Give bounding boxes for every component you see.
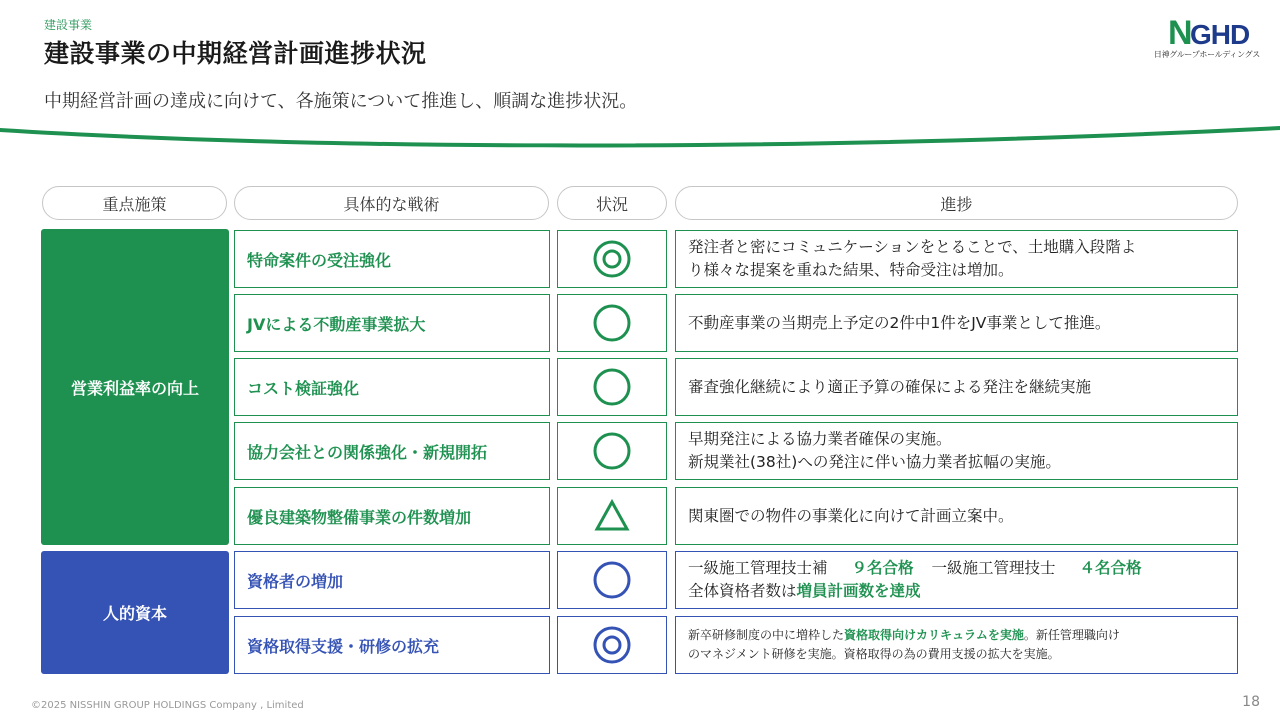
- double-circle-icon: [592, 625, 632, 665]
- tactic-cell: 資格者の増加: [234, 551, 550, 609]
- page-subtitle: 中期経営計画の達成に向けて、各施策について推進し、順調な進捗状況。: [44, 91, 638, 112]
- triangle-icon: [592, 496, 632, 536]
- progress-line: [688, 626, 1225, 645]
- highlight-text: ４名合格: [1079, 559, 1142, 577]
- status-cell: [557, 230, 667, 288]
- text-segment: 新卒研修制度の中に増枠した: [688, 628, 845, 642]
- section-category: 建設事業: [44, 18, 93, 32]
- progress-line: 早期発注による協力業者確保の実施。: [688, 430, 952, 448]
- tactic-cell: 優良建築物整備事業の件数増加: [234, 487, 550, 545]
- progress-cell: [675, 230, 1238, 288]
- progress-cell: [675, 358, 1238, 416]
- text-segment: 全体資格者数は: [688, 582, 797, 600]
- tactic-cell: 資格取得支援・研修の拡充: [234, 616, 550, 674]
- status-cell: [557, 294, 667, 352]
- header-divider-wave: [0, 118, 1280, 158]
- header-status: 状況: [557, 186, 667, 220]
- highlight-text: 資格取得向けカリキュラムを実施: [844, 628, 1024, 642]
- progress-line: のマネジメント研修を実施。資格取得の為の費用支援の拡大を実施。: [688, 647, 1060, 661]
- tactic-cell: 協力会社との関係強化・新規開拓: [234, 422, 550, 480]
- progress-cell: [675, 487, 1238, 545]
- circle-icon: [592, 431, 632, 471]
- progress-cell: [675, 551, 1238, 609]
- page-number: 18: [1242, 694, 1260, 710]
- header-tactic: 具体的な戦術: [234, 186, 549, 220]
- circle-icon: [592, 560, 632, 600]
- progress-line: り様々な提案を重ねた結果、特命受注は増加。: [688, 261, 1014, 279]
- svg-text:N: N: [1168, 14, 1190, 52]
- status-cell: [557, 616, 667, 674]
- group-human-capital: 人的資本: [41, 551, 229, 674]
- status-cell: [557, 551, 667, 609]
- page-title: 建設事業の中期経営計画進捗状況: [44, 39, 427, 68]
- progress-cell: [675, 294, 1238, 352]
- circle-icon: [592, 303, 632, 343]
- copyright: ©2025 NISSHIN GROUP HOLDINGS Company , Limited: [31, 700, 304, 711]
- progress-line: 関東圏での物件の事業化に向けて計画立案中。: [688, 506, 1014, 525]
- text-segment: 一級施工管理技士補: [688, 559, 828, 577]
- status-cell: [557, 358, 667, 416]
- svg-text:GHD: GHD: [1190, 19, 1250, 50]
- progress-line: 審査強化継続により適正予算の確保による発注を継続実施: [688, 377, 1092, 396]
- progress-line: [688, 580, 1225, 603]
- logo-company-name: 日神グループホールディングス: [1153, 50, 1260, 59]
- progress-cell: [675, 422, 1238, 480]
- progress-line: 新規業社(38社)への発注に伴い協力業者拡幅の実施。: [688, 453, 1061, 471]
- progress-line: 不動産事業の当期売上予定の2件中1件をJV事業として推進。: [688, 313, 1111, 332]
- text-segment: 。新任管理職向け: [1023, 628, 1120, 642]
- progress-line: [688, 557, 1225, 580]
- tactic-cell: コスト検証強化: [234, 358, 550, 416]
- progress-cell: [675, 616, 1238, 674]
- header-progress: 進捗: [675, 186, 1238, 220]
- status-cell: [557, 487, 667, 545]
- status-cell: [557, 422, 667, 480]
- highlight-text: ９名合格: [851, 559, 914, 577]
- group-operating-margin: 営業利益率の向上: [41, 229, 229, 545]
- tactic-cell: JVによる不動産事業拡大: [234, 294, 550, 352]
- tactic-cell: 特命案件の受注強化: [234, 230, 550, 288]
- text-segment: 一級施工管理技士: [931, 559, 1056, 577]
- double-circle-icon: [592, 239, 632, 279]
- highlight-text: 増員計画数を達成: [796, 582, 921, 600]
- header-priority: 重点施策: [42, 186, 227, 220]
- circle-icon: [592, 367, 632, 407]
- progress-line: 発注者と密にコミュニケーションをとることで、土地購入段階よ: [688, 238, 1137, 256]
